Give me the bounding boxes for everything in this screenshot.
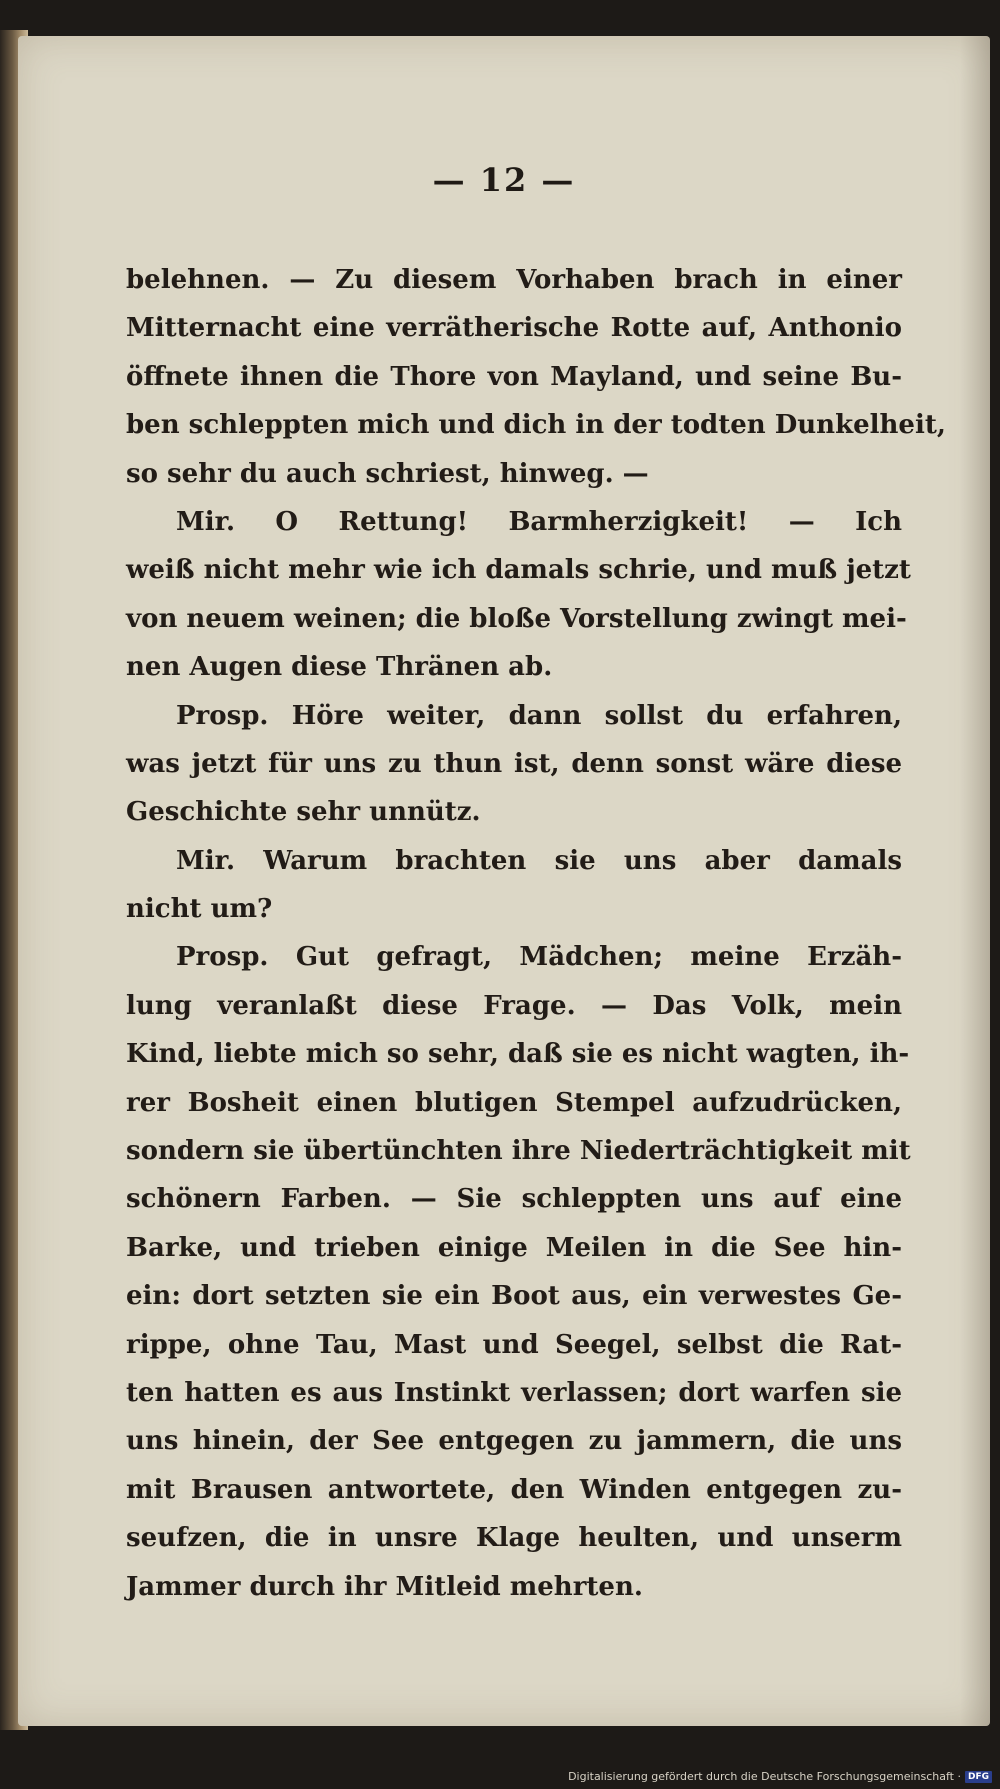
text-line: von neuem weinen; die bloße Vorstellung zwingt mei- <box>126 603 907 634</box>
text-line: Barke, und trieben einige Meilen in die See hin- <box>126 1232 902 1263</box>
text-line: ben schleppten mich und dich in der todten Dunkelheit, <box>126 410 946 441</box>
text-line: sondern sie übertünchten ihre Niederträchtigkeit mit <box>126 1136 911 1167</box>
text-line: Mir. O Rettung! Barmherzigkeit! — Ich <box>176 506 902 537</box>
text-line: so sehr du auch schriest, hinweg. — <box>126 458 649 489</box>
text-line: Mitternacht eine verrätherische Rotte auf, Anthonio <box>126 313 902 344</box>
text-line: Prosp. Gut gefragt, Mädchen; meine Erzäh- <box>176 942 902 973</box>
footer-credit-text: Digitalisierung gefördert durch die Deutsche Forschungsgemeinschaft · <box>568 1770 961 1783</box>
book-page <box>18 36 990 1726</box>
text-line: ein: dort setzten sie ein Boot aus, ein verwestes Ge- <box>126 1281 902 1312</box>
text-line: Geschichte sehr unnütz. <box>126 797 481 828</box>
page-edge-shadow <box>960 36 990 1726</box>
text-line: schönern Farben. — Sie schleppten uns auf eine <box>126 1184 902 1215</box>
digitization-footer <box>568 1770 992 1783</box>
text-line: Mir. Warum brachten sie uns aber damals <box>176 845 902 876</box>
text-line: Jammer durch ihr Mitleid mehrten. <box>126 1571 643 1602</box>
text-line: rippe, ohne Tau, Mast und Seegel, selbst die Rat- <box>126 1329 902 1360</box>
text-line: Kind, liebte mich so sehr, daß sie es nicht wagten, ih- <box>126 1039 910 1070</box>
text-line: ten hatten es aus Instinkt verlassen; dort warfen sie <box>126 1377 902 1408</box>
dfg-logo: DFG <box>965 1771 992 1783</box>
text-line: Prosp. Höre weiter, dann sollst du erfahren, <box>176 700 902 731</box>
text-line: weiß nicht mehr wie ich damals schrie, und muß jetzt <box>126 555 911 586</box>
text-line: uns hinein, der See entgegen zu jammern, die uns <box>126 1426 902 1457</box>
text-line: öffnete ihnen die Thore von Mayland, und seine Bu- <box>126 361 902 392</box>
page-text <box>126 256 946 1611</box>
text-line: lung veranlaßt diese Frage. — Das Volk, mein <box>126 990 902 1021</box>
text-line: belehnen. — Zu diesem Vorhaben brach in einer <box>126 265 902 295</box>
text-line: was jetzt für uns zu thun ist, denn sonst wäre diese <box>126 748 902 779</box>
text-line: seufzen, die in unsre Klage heulten, und unserm <box>126 1523 902 1554</box>
text-line: mit Brausen antwortete, den Winden entgegen zu- <box>126 1474 902 1505</box>
text-line: nicht um? <box>126 894 273 925</box>
page-number: — 12 — <box>432 161 576 199</box>
text-line: rer Bosheit einen blutigen Stempel aufzudrücken, <box>126 1087 902 1118</box>
text-line: nen Augen diese Thränen ab. <box>126 652 553 683</box>
